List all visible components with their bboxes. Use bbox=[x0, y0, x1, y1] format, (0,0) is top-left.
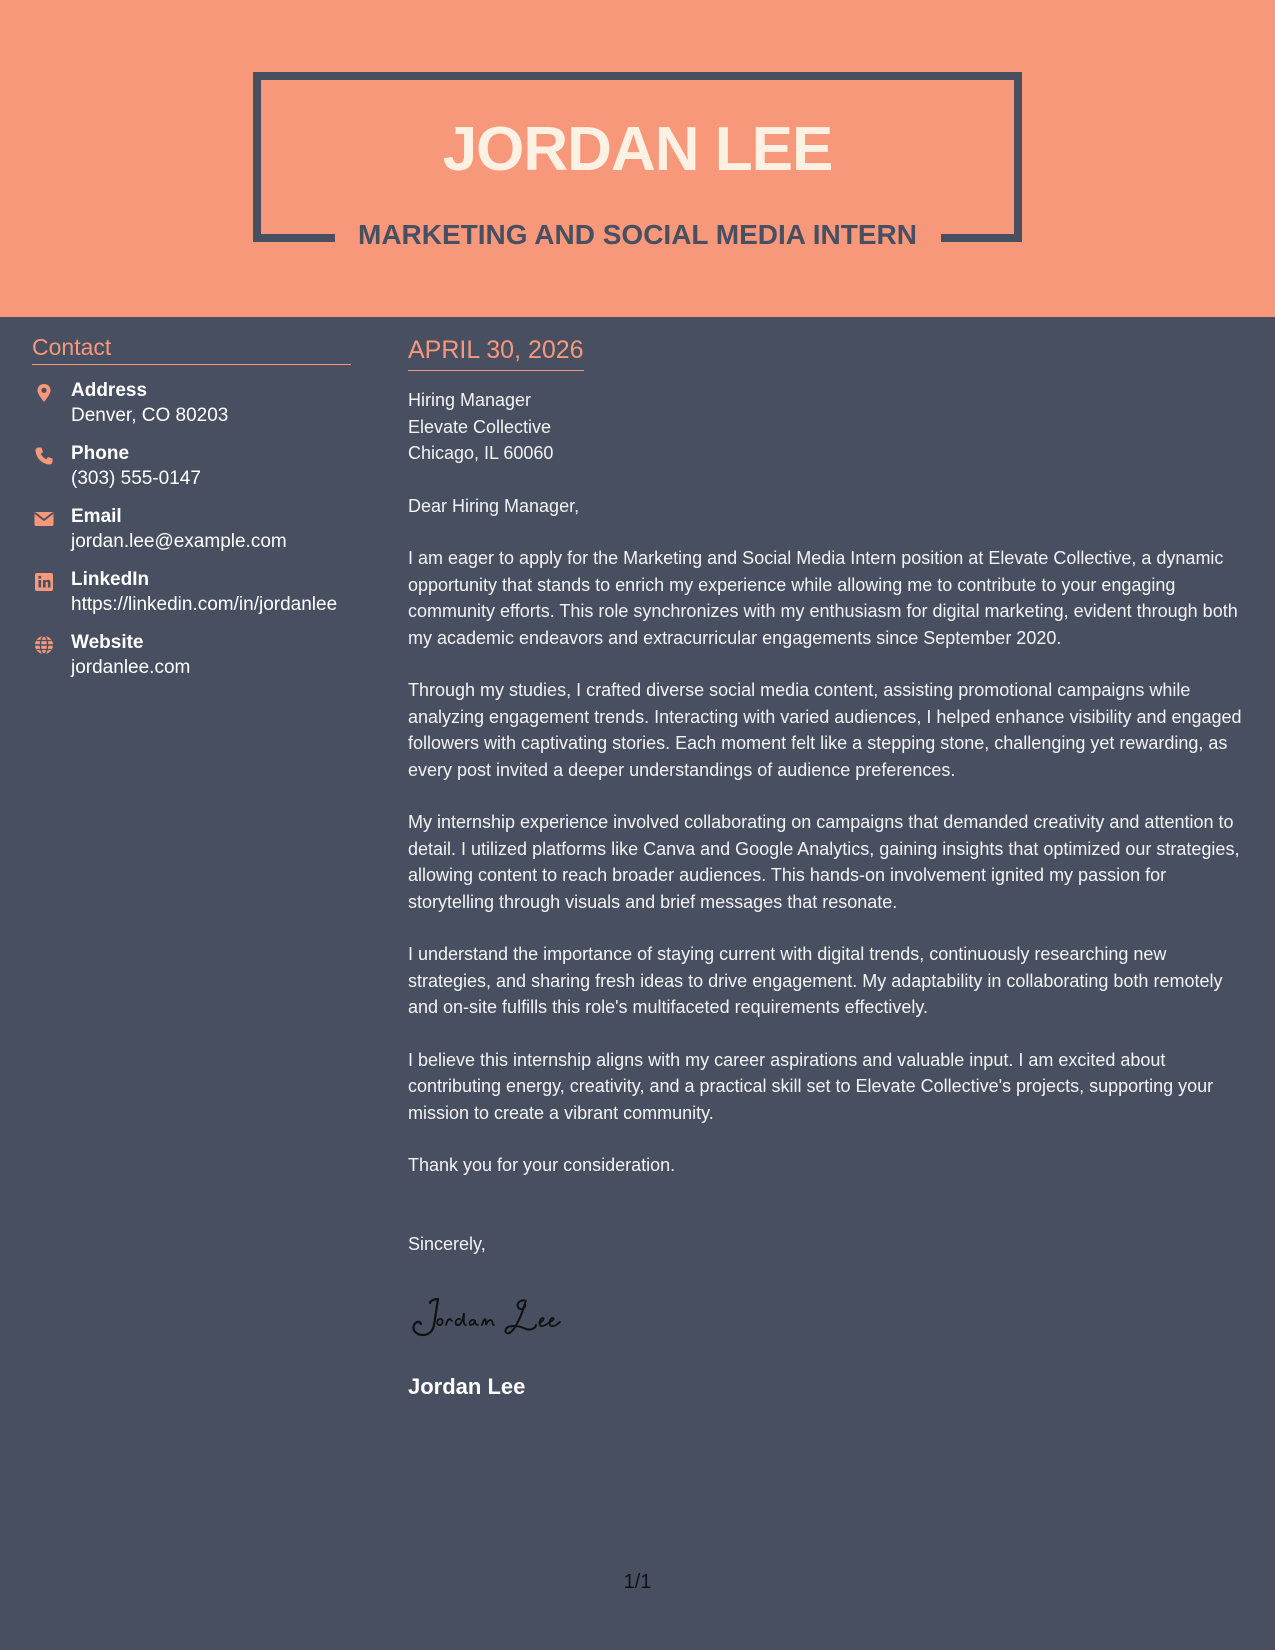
contact-item-linkedin bbox=[32, 568, 351, 631]
globe-icon bbox=[34, 635, 54, 655]
letter-date: APRIL 30, 2026 bbox=[408, 334, 584, 371]
contact-value: (303) 555-0147 bbox=[71, 468, 201, 489]
job-title: MARKETING AND SOCIAL MEDIA INTERN bbox=[358, 219, 917, 250]
contact-heading: Contact bbox=[32, 332, 351, 365]
contact-value: jordanlee.com bbox=[71, 657, 191, 678]
body-paragraph: I understand the importance of staying current with digital trends, continuously researching new strategies, and sharing fresh ideas to drive engagement. My adaptability in collaborating both remotely and on-site fulfills this role's multifaceted requirements effectively. bbox=[408, 944, 1223, 1017]
thank-you-line: Thank you for your consideration. bbox=[408, 1155, 676, 1175]
contact-label: Email bbox=[71, 506, 122, 527]
page-number: 1/1 bbox=[623, 1571, 652, 1593]
recipient-block bbox=[408, 387, 1253, 467]
body-paragraph: I believe this internship aligns with my career aspirations and valuable input. I am excited about contributing energy, creativity, and a practical skill set to Elevate Collective's projects, supporting your mission to create a vibrant community. bbox=[408, 1049, 1214, 1123]
salutation: Dear Hiring Manager, bbox=[408, 495, 580, 516]
recipient-line: Hiring Manager bbox=[408, 390, 532, 410]
body-paragraph: My internship experience involved collaborating on campaigns that demanded creativity and attention to detail. I utilized platforms like Canva and Google Analytics, gaining insights that optimized our strategies, allowing content to reach broader audiences. This hands-on involvement ignited my passion for storytelling through visuals and brief messages that resonate. bbox=[408, 812, 1240, 912]
linkedin-icon bbox=[34, 572, 54, 592]
contact-item-website bbox=[32, 631, 351, 694]
contact-item-email bbox=[32, 505, 351, 568]
contact-value: jordan.lee@example.com bbox=[71, 531, 287, 552]
body-paragraph: I am eager to apply for the Marketing and Social Media Intern position at Elevate Collective, a dynamic opportunity that stands to enrich my experience while allowing me to contribute to your engaging community efforts. This role synchronizes with my enthusiasm for digital marketing, evident through both my academic endeavors and extracurricular engagements since September 2020. bbox=[408, 548, 1238, 648]
closing: Sincerely, bbox=[408, 1233, 486, 1254]
contact-list bbox=[32, 379, 351, 694]
recipient-line: Elevate Collective bbox=[408, 416, 552, 437]
handwritten-signature bbox=[408, 1291, 588, 1341]
contact-label: Address bbox=[71, 380, 148, 401]
recipient-line: Chicago, IL 60060 bbox=[408, 443, 554, 463]
signer-name: Jordan Lee bbox=[408, 1374, 526, 1399]
header-banner bbox=[0, 0, 1275, 317]
applicant-name: JORDAN LEE bbox=[442, 115, 833, 184]
envelope-icon bbox=[34, 509, 54, 529]
contact-label: Website bbox=[71, 632, 144, 653]
contact-label: Phone bbox=[71, 443, 130, 464]
contact-item-phone bbox=[32, 442, 351, 505]
map-pin-icon bbox=[34, 383, 54, 403]
body-paragraph: Through my studies, I crafted diverse social media content, assisting promotional campaigns while analyzing engagement trends. Interacting with varied audiences, I helped enhance visibility and engaged followers with captivating stories. Each moment felt like a stepping stone, challenging yet rewarding, as every post invited a deeper understandings of audience preferences. bbox=[408, 680, 1242, 780]
contact-label: LinkedIn bbox=[71, 569, 150, 590]
contact-sidebar bbox=[32, 332, 351, 694]
contact-item-address bbox=[32, 379, 351, 442]
contact-value: https://linkedin.com/in/jordanlee bbox=[71, 594, 338, 615]
phone-icon bbox=[34, 446, 54, 466]
contact-value: Denver, CO 80203 bbox=[71, 405, 229, 426]
letter-body bbox=[408, 334, 1253, 1401]
